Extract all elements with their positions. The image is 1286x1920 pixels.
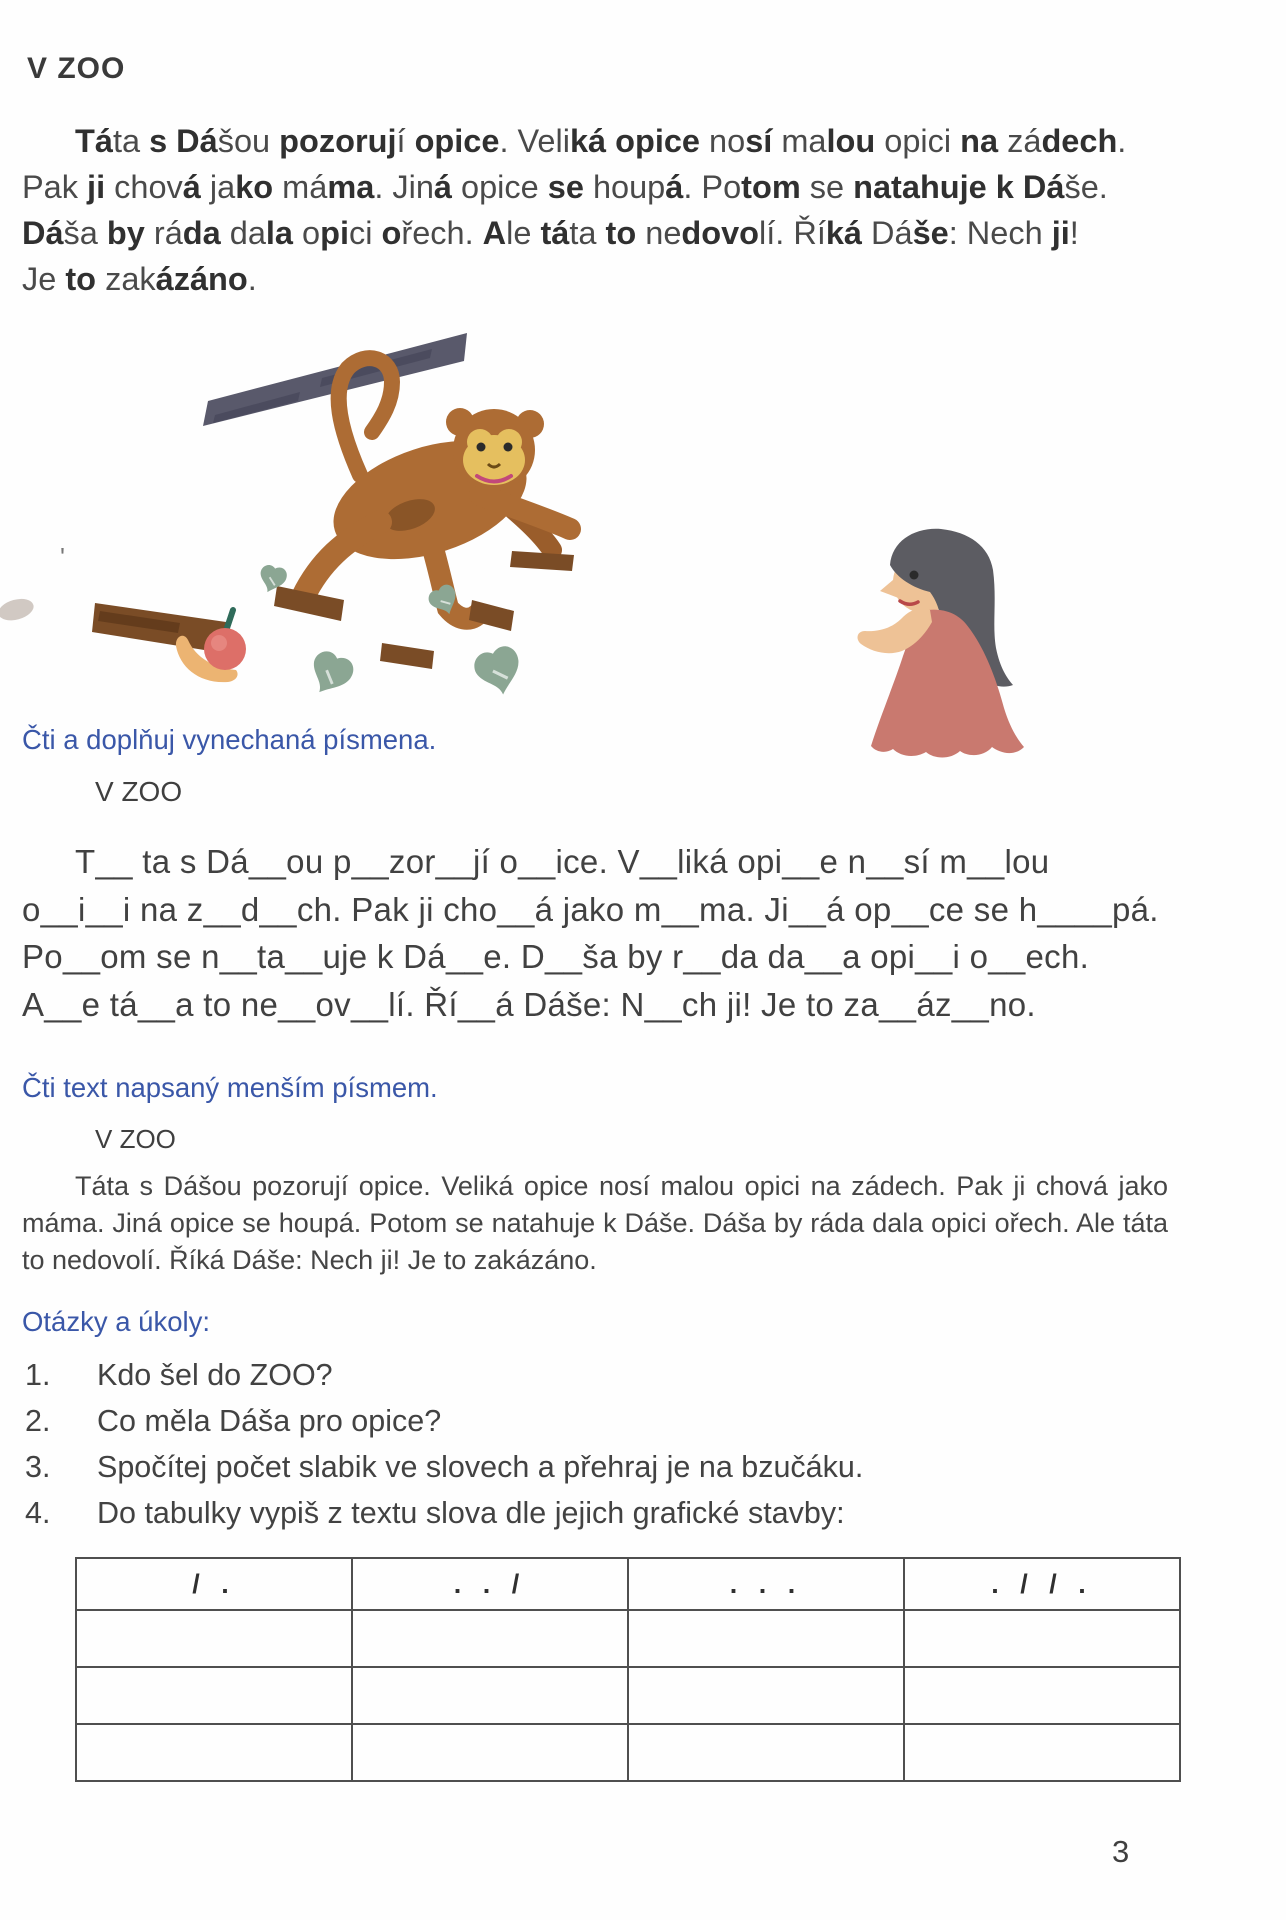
fill-in-line: o__i__i na z__d__ch. Pak ji cho__á jako m__ma. Ji__á op__ce se h____pá. (22, 890, 1159, 928)
question-item (25, 1398, 1225, 1444)
question-text: Co měla Dáša pro opice? (97, 1404, 442, 1438)
table-empty-cell (352, 1610, 628, 1667)
table-empty-cell (76, 1610, 352, 1667)
question-number: 1. (25, 1358, 51, 1392)
monkey-mouth (477, 476, 511, 482)
table-empty-cell (352, 1667, 628, 1724)
question-text: Kdo šel do ZOO? (97, 1358, 333, 1392)
small-text-heading: Čti text napsaný menším písmem. (22, 1072, 438, 1103)
monkey-nose (488, 464, 500, 467)
intro-line: Táta s Dášou pozorují opice. Veliká opice nosí malou opici na zádech. (75, 123, 1127, 159)
fill-in-heading: Čti a doplňuj vynechaná písmena. (22, 724, 437, 755)
question-item (25, 1444, 1225, 1490)
question-text: Spočítej počet slabik ve slovech a přehraj je na bzučáku. (97, 1450, 864, 1484)
leaf-illustration (255, 562, 525, 702)
girl-nose (880, 574, 901, 599)
zoo-illustration (0, 270, 1286, 770)
small-text-paragraph: Táta s Dášou pozorují opice. Veliká opice nosí malou opici na zádech. Pak ji chová jako máma. Jiná opice se houpá. Potom se natahuje k Dáše. Dáša by ráda dala opici ořech. Ale táta to nedovolí. Říká Dáše: Nech ji! Je to zakázáno. (22, 1171, 1168, 1275)
page-title: V ZOO (27, 52, 126, 85)
question-number: 4. (25, 1496, 51, 1530)
page-number: 3 (1112, 1834, 1130, 1869)
monkey-arm (480, 495, 570, 529)
girl-arm (858, 608, 932, 653)
table-empty-cell (628, 1724, 904, 1781)
monkey-eye-left (477, 443, 486, 452)
question-item (25, 1490, 1225, 1536)
question-number: 2. (25, 1404, 51, 1438)
monkey-leg-right (430, 538, 478, 619)
table-header-cell: / . (76, 1558, 352, 1610)
question-text: Do tabulky vypiš z textu slova dle jejich grafické stavby: (97, 1496, 845, 1530)
questions-heading: Otázky a úkoly: (22, 1306, 210, 1337)
intro-line: Pak ji chová jako máma. Jiná opice se houpá. Potom se natahuje k Dáše. (22, 169, 1108, 205)
question-item (25, 1352, 1225, 1398)
table-row (76, 1724, 1180, 1781)
table-empty-cell (904, 1610, 1180, 1667)
girl-illustration (858, 529, 1024, 758)
monkey-body (319, 419, 542, 582)
girl-dress (871, 610, 1024, 758)
monkey-ear-left (446, 408, 474, 436)
table-empty-cell (904, 1667, 1180, 1724)
syllable-table (75, 1557, 1181, 1782)
banana-illustration (176, 636, 238, 682)
fill-in-line: A__e tá__a to ne__ov__lí. Ří__á Dáše: N__ch ji! Je to za__áz__no. (22, 985, 1036, 1023)
small-text-subtitle: V ZOO (95, 1124, 176, 1154)
monkey-far-arm (500, 498, 552, 550)
fill-in-text (22, 838, 1262, 1028)
apple-stem (227, 610, 233, 628)
intro-line: Je to zakázáno. (22, 261, 257, 297)
intro-paragraph (22, 118, 1262, 302)
fill-in-subtitle: V ZOO (95, 776, 183, 807)
girl-hair (890, 529, 1013, 687)
table-header-row (76, 1558, 1180, 1610)
table-row (76, 1610, 1180, 1667)
table-empty-cell (76, 1667, 352, 1724)
monkey-face (463, 429, 525, 485)
table-empty-cell (628, 1667, 904, 1724)
questions-list (25, 1352, 1225, 1536)
question-number: 3. (25, 1450, 51, 1484)
table-row (76, 1667, 1180, 1724)
monkey-leg-left (303, 522, 380, 597)
branch-shape (203, 333, 467, 426)
fill-in-line: T__ ta s Dá__ou p__zor__jí o__ice. V__liká opi__e n__sí m__lou (75, 843, 1050, 880)
monkey-ear-right (516, 410, 544, 438)
table-header-cell: . . / (352, 1558, 628, 1610)
intro-line: Dáša by ráda dala opici ořech. Ale táta to nedovolí. Říká Dáše: Nech ji! (22, 215, 1079, 251)
table-header-cell: . / / . (904, 1558, 1180, 1610)
table-empty-cell (76, 1724, 352, 1781)
table-header-cell: . . . (628, 1558, 904, 1610)
scan-speck: ' (60, 542, 65, 572)
table-empty-cell (628, 1610, 904, 1667)
girl-eye (910, 571, 919, 580)
girl-face (893, 551, 955, 613)
monkey-illustration (0, 358, 570, 624)
monkey-eye-right (504, 443, 513, 452)
monkey-tail (339, 358, 392, 475)
fill-in-line: Po__om se n__ta__uje k Dá__e. D__ša by r__da da__a opi__i o__ech. (22, 938, 1090, 975)
monkey-head (453, 409, 535, 491)
apple-illustration (204, 610, 246, 670)
falling-sticks (92, 551, 574, 669)
girl-mouth (900, 601, 918, 604)
table-empty-cell (352, 1724, 628, 1781)
table-empty-cell (904, 1724, 1180, 1781)
